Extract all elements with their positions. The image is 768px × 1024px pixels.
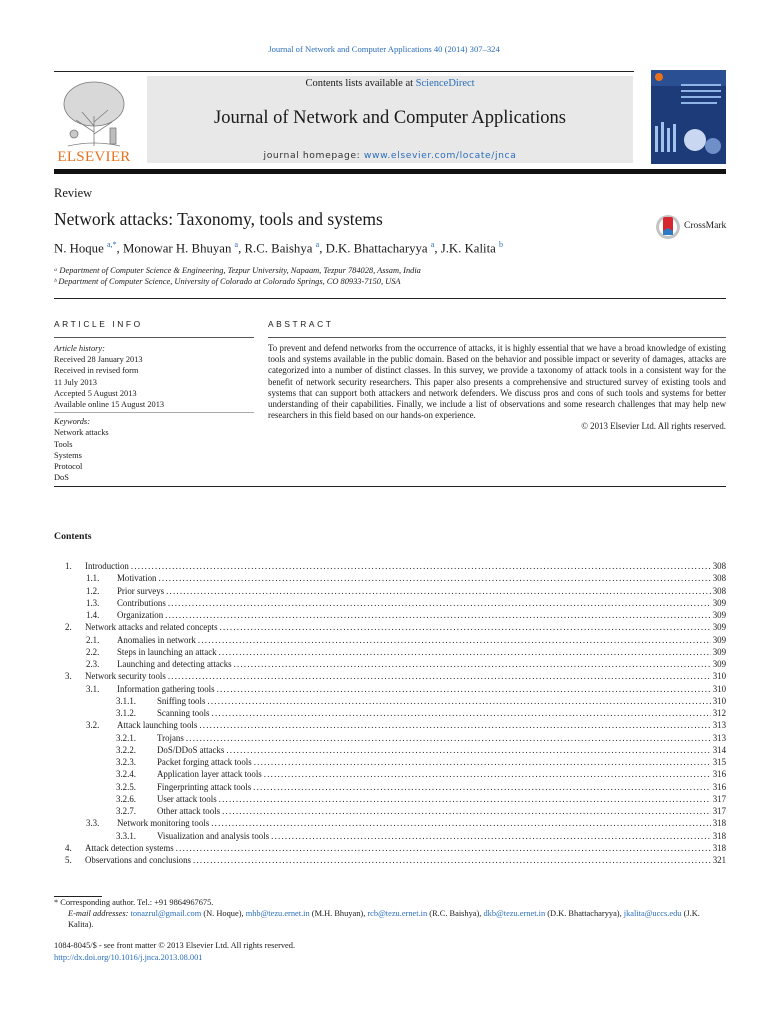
toc-page-number: 316 <box>712 769 726 780</box>
email-label: E-mail addresses: <box>68 908 131 918</box>
history-item: Available online 15 August 2013 <box>54 400 165 410</box>
toc-page-number: 308 <box>712 585 726 596</box>
footnote-rule <box>54 896 102 897</box>
toc-leader-dots <box>219 793 711 805</box>
toc-title: Observations and conclusions <box>85 855 191 865</box>
toc-page-number: 312 <box>712 708 726 718</box>
toc-entry-line <box>117 609 726 621</box>
toc-leader-dots <box>264 768 711 780</box>
toc-title: Other attack tools <box>157 806 221 816</box>
toc-number: 3.1. <box>86 683 100 694</box>
toc-entry-line <box>157 707 726 719</box>
toc-entry[interactable] <box>54 830 726 842</box>
author-affiliation-mark[interactable]: a,* <box>106 240 117 249</box>
article-info-box <box>54 343 254 483</box>
toc-entry[interactable] <box>54 781 726 793</box>
toc-entry[interactable] <box>54 817 726 829</box>
toc-page-number: 317 <box>712 793 726 804</box>
toc-number: 4. <box>65 842 72 853</box>
toc-page-number: 309 <box>712 597 726 608</box>
email-link[interactable]: rcb@tezu.ernet.in <box>367 908 428 918</box>
toc-entry[interactable] <box>54 585 726 597</box>
toc-entry-line <box>117 658 726 670</box>
toc-number: 2.3. <box>86 659 100 669</box>
toc-title: Anomalies in network <box>117 634 196 645</box>
toc-title: Steps in launching an attack <box>117 646 217 657</box>
toc-entry[interactable] <box>54 854 726 866</box>
toc-entry[interactable] <box>54 744 726 756</box>
email-owner: (J.K. Kalita). <box>68 908 700 929</box>
table-of-contents <box>54 560 726 866</box>
author-separator: , <box>319 241 326 256</box>
toc-page-number: 309 <box>712 646 726 657</box>
author-separator: , <box>116 241 123 256</box>
affiliation-b: ᵇ Department of Computer Science, University of Colorado at Colorado Springs, CO 80933-7150, USA <box>54 277 401 286</box>
toc-number: 2. <box>65 622 72 633</box>
history-item: Accepted 5 August 2013 <box>54 388 137 398</box>
toc-leader-dots <box>253 781 711 793</box>
toc-entry[interactable] <box>54 805 726 817</box>
toc-leader-dots <box>165 609 711 621</box>
abstract-heading: ABSTRACT <box>268 319 334 329</box>
author-list <box>54 240 503 256</box>
toc-entry-line <box>85 621 726 633</box>
toc-title: Application layer attack tools <box>157 769 262 780</box>
journal-homepage-link[interactable]: www.elsevier.com/locate/jnca <box>363 150 517 161</box>
toc-leader-dots <box>219 646 711 658</box>
toc-number: 3.2.5. <box>116 781 136 792</box>
elsevier-wordmark: ELSEVIER <box>57 149 131 165</box>
abstract-copyright: © 2013 Elsevier Ltd. All rights reserved. <box>581 421 726 432</box>
toc-entry[interactable] <box>54 572 726 584</box>
toc-page-number: 309 <box>712 659 726 669</box>
toc-leader-dots <box>226 744 710 756</box>
keywords-label: Keywords: <box>54 417 90 427</box>
toc-leader-dots <box>220 621 711 633</box>
toc-number: 3.1.2. <box>116 708 136 718</box>
toc-page-number: 317 <box>712 806 726 816</box>
toc-entry-line <box>85 670 726 682</box>
toc-number: 3.2.4. <box>116 769 136 780</box>
email-link[interactable]: dkb@tezu.ernet.in <box>483 908 546 918</box>
email-owner: (M.H. Bhuyan), <box>309 908 368 918</box>
toc-number: 1.2. <box>86 585 100 596</box>
section-rule <box>54 298 726 299</box>
toc-title: Visualization and analysis tools <box>157 830 270 841</box>
toc-leader-dots <box>254 756 711 768</box>
toc-title: Prior surveys <box>117 585 165 596</box>
email-owner: (N. Hoque), <box>201 908 246 918</box>
sciencedirect-link[interactable]: ScienceDirect <box>415 78 475 89</box>
toc-page-number: 309 <box>712 610 726 620</box>
toc-number: 3.2.2. <box>116 744 136 755</box>
toc-leader-dots <box>271 830 711 842</box>
toc-number: 2.2. <box>86 646 100 657</box>
history-item: Received 28 January 2013 <box>54 355 143 365</box>
toc-page-number: 313 <box>712 720 726 731</box>
toc-number: 3. <box>65 671 72 682</box>
toc-leader-dots <box>158 572 710 584</box>
toc-leader-dots <box>199 719 710 731</box>
top-rule <box>54 71 634 72</box>
toc-entry[interactable] <box>54 719 726 731</box>
toc-entry-line <box>85 854 726 866</box>
toc-page-number: 314 <box>712 744 726 755</box>
toc-entry[interactable] <box>54 621 726 633</box>
toc-entry[interactable] <box>54 609 726 621</box>
email-owner: (R.C. Baishya), <box>427 908 484 918</box>
email-owner: (D.K. Bhattacharyya), <box>545 908 624 918</box>
author-name: R.C. Baishya <box>244 241 313 256</box>
history-item: Received in revised form <box>54 366 139 376</box>
toc-leader-dots <box>207 695 710 707</box>
author-affiliation-mark[interactable]: b <box>499 240 504 249</box>
toc-number: 3.3.1. <box>116 830 136 841</box>
toc-page-number: 316 <box>712 781 726 792</box>
toc-number: 3.2.7. <box>116 806 136 816</box>
toc-leader-dots <box>168 597 711 609</box>
toc-title: Attack launching tools <box>117 720 198 731</box>
toc-entry-line <box>117 585 726 597</box>
toc-entry-line <box>117 572 726 584</box>
toc-entry[interactable] <box>54 707 726 719</box>
author-name: N. Hoque <box>54 241 104 256</box>
keyword-item: Systems <box>54 450 82 460</box>
toc-title: Information gathering tools <box>117 683 215 694</box>
journal-cover-image[interactable] <box>651 70 726 164</box>
email-addresses <box>54 909 726 931</box>
header-thick-rule <box>54 169 726 174</box>
toc-entry-line <box>157 695 726 707</box>
toc-leader-dots <box>131 560 711 572</box>
toc-title: Attack detection systems <box>85 842 174 853</box>
author-name: J.K. Kalita <box>440 241 496 256</box>
toc-entry-line <box>157 744 726 756</box>
toc-title: Fingerprinting attack tools <box>157 781 252 792</box>
email-link[interactable]: mhb@tezu.ernet.in <box>245 908 310 918</box>
article-title: Network attacks: Taxonomy, tools and systems <box>54 209 383 229</box>
toc-entry-line <box>117 719 726 731</box>
keyword-list <box>54 427 254 483</box>
journal-reference[interactable]: Journal of Network and Computer Applications 40 (2014) 307–324 <box>268 44 500 54</box>
article-info-rule <box>54 337 254 338</box>
author-name: Monowar H. Bhuyan <box>122 241 232 256</box>
toc-leader-dots <box>176 842 711 854</box>
toc-page-number: 315 <box>712 757 726 767</box>
toc-page-number: 309 <box>712 634 726 645</box>
doi-link[interactable]: http://dx.doi.org/10.1016/j.jnca.2013.08.001 <box>54 953 203 962</box>
toc-title: Network security tools <box>85 671 166 682</box>
toc-title: Motivation <box>117 573 157 584</box>
toc-page-number: 321 <box>712 855 726 865</box>
author-affiliation-mark[interactable]: a <box>315 240 320 249</box>
toc-entry-line <box>157 756 726 768</box>
journal-title: Journal of Network and Computer Applications <box>214 108 566 128</box>
footnotes <box>54 898 726 930</box>
toc-entry[interactable] <box>54 695 726 707</box>
toc-title: Network monitoring tools <box>117 818 210 829</box>
toc-leader-dots <box>212 707 711 719</box>
abstract-text: To prevent and defend networks from the occurrence of attacks, it is highly essential that we have a broad knowledge of existing tools and systems available in the public domain. Based on the behavior and possible impact or severity of damages, attacks are categorized into a number of distinct classes. In this survey, we provide a taxonomy of attack tools in a consistent way for the benefit of network security researchers. This paper also presents a comprehensive and structured survey of existing tools and systems that can support both attackers and network defenders. We discuss pros and cons of such tools and systems for better understanding of their capabilities. Finally, we include a list of observations and some research challenges that may help new researchers in this field based on our hands-on experience. <box>268 343 726 421</box>
toc-number: 3.2.1. <box>116 732 136 743</box>
toc-title: Sniffing tools <box>157 695 206 706</box>
toc-entry[interactable] <box>54 842 726 854</box>
contents-available-line: Contents lists available at ScienceDirect <box>305 78 475 89</box>
toc-number: 1.3. <box>86 597 100 608</box>
toc-leader-dots <box>166 585 711 597</box>
history-list <box>54 354 254 410</box>
toc-entry[interactable] <box>54 756 726 768</box>
corresponding-author-note: * Corresponding author. Tel.: +91 9864967675. <box>54 898 214 907</box>
toc-page-number: 318 <box>712 830 726 841</box>
keyword-item: Protocol <box>54 462 83 472</box>
toc-entry-line <box>157 781 726 793</box>
toc-leader-dots <box>211 817 710 829</box>
toc-leader-dots <box>168 670 711 682</box>
article-info-heading: ARTICLE INFO <box>54 319 143 329</box>
front-matter-line: 1084-8045/$ - see front matter © 2013 Elsevier Ltd. All rights reserved. <box>54 941 296 950</box>
author-separator: , <box>238 241 245 256</box>
toc-number: 5. <box>65 855 72 865</box>
toc-entry-line <box>117 597 726 609</box>
toc-entry[interactable] <box>54 597 726 609</box>
toc-entry-line <box>157 805 726 817</box>
toc-entry[interactable] <box>54 768 726 780</box>
toc-page-number: 318 <box>712 818 726 829</box>
crossmark-badge[interactable] <box>655 212 727 242</box>
toc-title: User attack tools <box>157 793 217 804</box>
toc-page-number: 313 <box>712 732 726 743</box>
keyword-item: Network attacks <box>54 428 109 438</box>
toc-number: 1. <box>65 561 72 571</box>
toc-entry-line <box>117 646 726 658</box>
toc-page-number: 318 <box>712 842 726 853</box>
toc-entry[interactable] <box>54 683 726 695</box>
toc-entry-line <box>117 683 726 695</box>
toc-entry-line <box>157 732 726 744</box>
contents-heading: Contents <box>54 531 92 542</box>
toc-number: 3.3. <box>86 818 100 829</box>
toc-page-number: 310 <box>712 671 726 682</box>
toc-entry-line <box>117 634 726 646</box>
toc-page-number: 308 <box>712 573 726 584</box>
toc-entry-line <box>85 560 726 572</box>
keyword-item: DoS <box>54 473 69 483</box>
toc-title: Launching and detecting attacks <box>117 659 232 669</box>
article-type: Review <box>54 186 93 200</box>
toc-entry-line <box>157 793 726 805</box>
email-link[interactable]: jkalita@uccs.edu <box>623 908 682 918</box>
toc-page-number: 308 <box>712 561 726 571</box>
toc-leader-dots <box>234 658 711 670</box>
toc-leader-dots <box>217 683 711 695</box>
toc-page-number: 309 <box>712 622 726 633</box>
toc-leader-dots <box>193 854 711 866</box>
toc-page-number: 310 <box>712 695 726 706</box>
toc-page-number: 310 <box>712 683 726 694</box>
toc-title: Trojans <box>157 732 184 743</box>
cover-art <box>651 70 726 164</box>
toc-number: 3.2.6. <box>116 793 136 804</box>
toc-number: 3.2.3. <box>116 757 136 767</box>
toc-title: Introduction <box>85 561 129 571</box>
toc-number: 3.2. <box>86 720 100 731</box>
history-label: Article history: <box>54 344 105 353</box>
toc-leader-dots <box>198 634 711 646</box>
author-affiliation-mark[interactable]: a <box>234 240 239 249</box>
toc-title: Contributions <box>117 597 166 608</box>
toc-entry[interactable] <box>54 646 726 658</box>
crossmark-label: CrossMark <box>684 221 727 231</box>
toc-number: 1.4. <box>86 610 100 620</box>
author-separator: , <box>434 241 441 256</box>
toc-entry-line <box>117 817 726 829</box>
toc-entry-line <box>85 842 726 854</box>
journal-homepage-line: journal homepage: www.elsevier.com/locate/jnca <box>263 150 517 161</box>
toc-title: DoS/DDoS attacks <box>157 744 225 755</box>
toc-entry[interactable] <box>54 732 726 744</box>
toc-entry[interactable] <box>54 658 726 670</box>
keywords-rule <box>54 412 254 413</box>
toc-number: 2.1. <box>86 634 100 645</box>
toc-title: Network attacks and related concepts <box>85 622 218 633</box>
toc-title: Organization <box>117 610 164 620</box>
history-item: 11 July 2013 <box>54 377 97 387</box>
toc-number: 3.1.1. <box>116 695 136 706</box>
toc-entry[interactable] <box>54 560 726 572</box>
toc-leader-dots <box>186 732 711 744</box>
keyword-item: Tools <box>54 439 73 449</box>
author-affiliation-mark[interactable]: a <box>430 240 435 249</box>
author-name: D.K. Bhattacharyya <box>325 241 428 256</box>
abstract-rule <box>268 337 726 338</box>
toc-entry[interactable] <box>54 634 726 646</box>
toc-title: Packet forging attack tools <box>157 757 252 767</box>
toc-entry[interactable] <box>54 670 726 682</box>
abstract-body <box>268 343 726 433</box>
toc-number: 1.1. <box>86 573 100 584</box>
toc-title: Scanning tools <box>157 708 210 718</box>
section-rule-bottom <box>54 486 726 487</box>
toc-entry-line <box>157 768 726 780</box>
toc-entry-line <box>157 830 726 842</box>
toc-leader-dots <box>222 805 711 817</box>
email-link[interactable]: tonazrul@gmail.com <box>130 908 202 918</box>
toc-entry[interactable] <box>54 793 726 805</box>
affiliation-a: ᵃ Department of Computer Science & Engineering, Tezpur University, Napaam, Tezpur 784028, Assam, India <box>54 266 421 275</box>
